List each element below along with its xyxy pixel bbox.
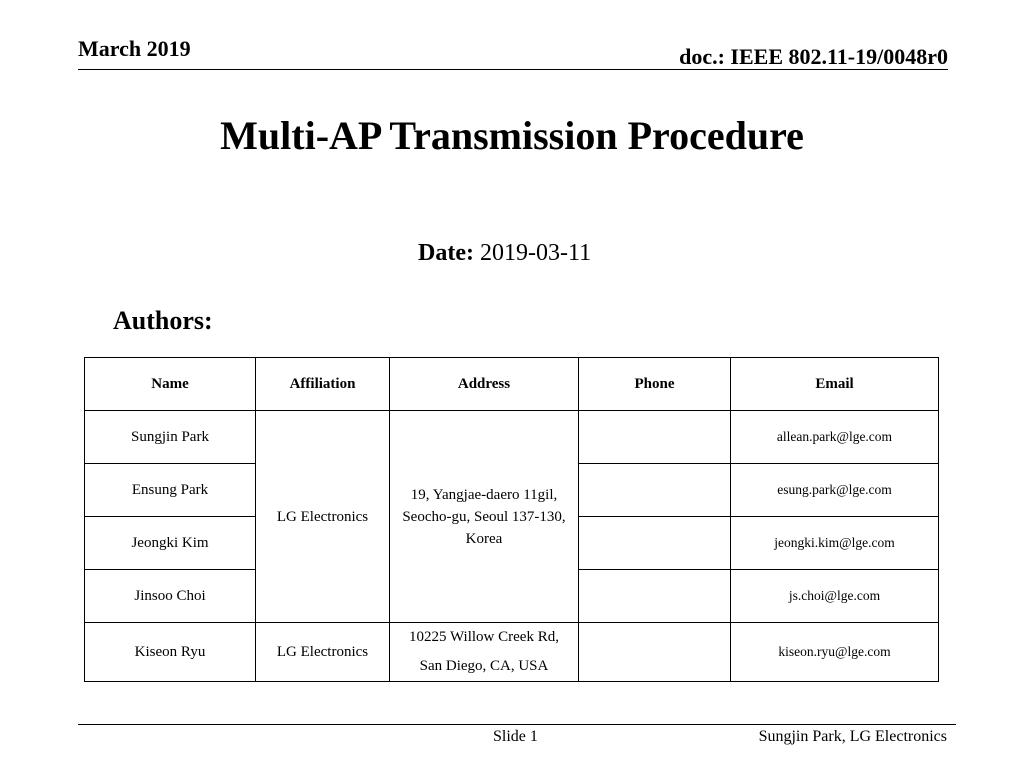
- address-line-2: San Diego, CA, USA: [419, 658, 549, 674]
- group-address: 19, Yangjae-daero 11gil, Seocho-gu, Seoul 137-130, Korea: [390, 411, 579, 623]
- author-address: [390, 623, 579, 682]
- author-phone: [579, 623, 731, 682]
- author-phone: [579, 464, 731, 517]
- header-doc-id: doc.: IEEE 802.11-19/0048r0: [679, 44, 948, 69]
- date-line: [418, 240, 591, 267]
- author-phone: [579, 411, 731, 464]
- table-row: [85, 411, 939, 464]
- author-phone: [579, 517, 731, 570]
- author-name: Kiseon Ryu: [85, 623, 256, 682]
- header-email: Email: [731, 358, 939, 411]
- authors-table: [84, 357, 939, 682]
- author-name: Sungjin Park: [85, 411, 256, 464]
- slide-number: Slide 1: [493, 728, 538, 745]
- author-affiliation: LG Electronics: [256, 623, 390, 682]
- table-row: [85, 623, 939, 682]
- date-value: 2019-03-11: [479, 240, 592, 266]
- author-email: js.choi@lge.com: [731, 570, 939, 623]
- authors-heading: Authors:: [113, 306, 213, 335]
- header-name: Name: [85, 358, 256, 411]
- header-phone: Phone: [579, 358, 731, 411]
- header-date: March 2019: [78, 36, 191, 61]
- author-name: Jinsoo Choi: [85, 570, 256, 623]
- footer-author: Sungjin Park, LG Electronics: [758, 728, 947, 745]
- author-email: jeongki.kim@lge.com: [731, 517, 939, 570]
- header-affiliation: Affiliation: [256, 358, 390, 411]
- footer-divider: [78, 724, 956, 725]
- group-affiliation: LG Electronics: [256, 411, 390, 623]
- author-email: kiseon.ryu@lge.com: [731, 623, 939, 682]
- header-address: Address: [390, 358, 579, 411]
- author-name: Jeongki Kim: [85, 517, 256, 570]
- slide-title: Multi-AP Transmission Procedure: [220, 113, 804, 158]
- table-header-row: [85, 358, 939, 411]
- author-name: Ensung Park: [85, 464, 256, 517]
- author-email: allean.park@lge.com: [731, 411, 939, 464]
- header-divider: [78, 69, 948, 70]
- address-line-1: 10225 Willow Creek Rd,: [409, 629, 559, 645]
- date-label: Date:: [418, 240, 474, 266]
- author-phone: [579, 570, 731, 623]
- author-email: esung.park@lge.com: [731, 464, 939, 517]
